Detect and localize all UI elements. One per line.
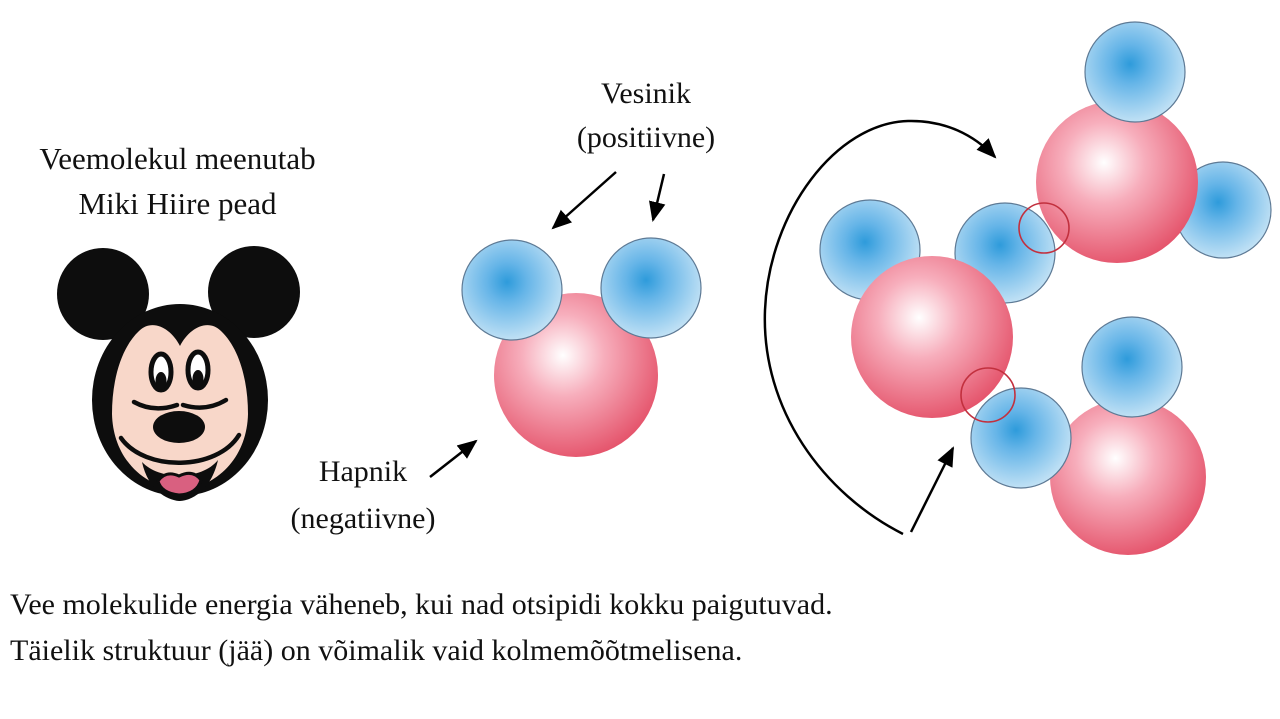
mickey-note-line2: Miki Hiire pead — [78, 186, 277, 221]
mickey-note-line1: Veemolekul meenutab — [39, 141, 316, 176]
caption-line2: Täielik struktuur (jää) on võimalik vaid kolmemõõtmelisena. — [10, 634, 743, 667]
mickey-pupil-left — [156, 372, 167, 390]
oxygen-atom — [851, 256, 1013, 418]
caption-line1: Vee molekulide energia väheneb, kui nad otsipidi kokku paigutuvad. — [10, 588, 833, 621]
oxygen-atom — [1050, 399, 1206, 555]
oxygen-label-title: Hapnik — [318, 455, 408, 488]
water-molecule-cluster-top — [1036, 22, 1271, 263]
hydrogen-atom — [601, 238, 701, 338]
mickey-nose — [153, 411, 205, 443]
mickey-pupil-right — [193, 370, 204, 388]
oxygen-label-charge: (negatiivne) — [290, 502, 436, 535]
mickey-face — [112, 325, 248, 491]
hydrogen-label-charge: (positiivne) — [576, 121, 716, 154]
bond-pointer-straight-arrow-icon — [911, 448, 953, 532]
hydrogen-atom — [971, 388, 1071, 488]
hydrogen-label — [508, 72, 784, 160]
mickey-note — [10, 136, 345, 226]
oxygen-atom — [1036, 101, 1198, 263]
bottom-caption — [10, 582, 1270, 674]
hydrogen-atom — [1085, 22, 1185, 122]
water-molecule-single — [462, 238, 701, 457]
hydrogen-atom — [1082, 317, 1182, 417]
vesinik-arrow-right-icon — [653, 174, 664, 220]
vesinik-arrow-left-icon — [553, 172, 616, 228]
hydrogen-label-title: Vesinik — [601, 77, 691, 110]
oxygen-label — [252, 448, 474, 542]
mickey-tongue — [158, 473, 201, 495]
hydrogen-atom — [462, 240, 562, 340]
